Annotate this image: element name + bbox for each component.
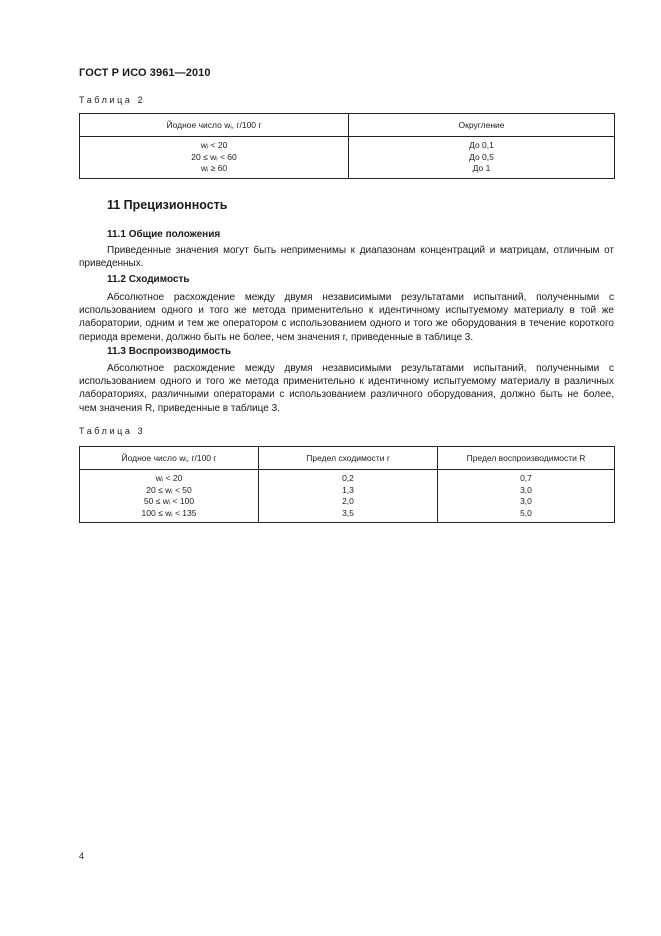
table3-col-iodine [80,470,259,523]
table2-col-rounding [349,137,615,179]
table-cell: 100 ≤ wᵢ < 135 [141,507,197,518]
table-cell: wᵢ < 20 [200,140,228,151]
table-cell: 20 ≤ wᵢ < 50 [146,484,192,495]
table2-header-rounding: Округление [349,114,615,137]
table-cell: До 0,5 [469,151,494,162]
table-cell: 3,0 [520,496,532,506]
table-cell: 3,0 [520,484,532,495]
table2 [79,113,615,179]
paragraph-text: Абсолютное расхождение между двумя независимыми результатами испытаний, полученными с использованием одного и того же метода применительно к идентичному испытуемому материалу в различных лабораториях, различными операторами с использованием различного оборудования, должно быть не более, чем значения R, приведенные в таблице 3. [79,363,614,414]
subsection-11-3-title: 11.3 Воспроизводимость [107,346,232,357]
table3-header-repeatability: Предел сходимости r [259,447,438,470]
table-cell: 20 ≤ wᵢ < 60 [191,151,237,162]
table3 [79,446,615,523]
table-cell: 1,3 [342,484,354,495]
table-cell: 0,2 [342,473,354,483]
table2-header-iodine: Йодное число wᵢ, г/100 г [80,114,349,137]
page-number: 4 [79,851,85,861]
table-cell: До 1 [472,163,491,174]
subsection-11-2-text [79,291,614,344]
paragraph-text: Абсолютное расхождение между двумя независимыми результатами испытаний, полученными с использованием одного и того же метода применительно к идентичному испытуемому материалу в той же лаборатории, одним и тем же оператором с использованием одного и того же оборудования в течение короткого периода времени, должно быть не более, чем значения r, приведенные в таблице 3. [79,292,614,343]
table-cell: wᵢ ≥ 60 [200,163,228,174]
section-title: 11 Прецизионность [107,198,228,212]
subsection-11-3-text [79,362,614,415]
table-cell: До 0,1 [469,140,494,151]
table3-caption: Таблица 3 [79,426,146,436]
table-cell: 2,0 [342,496,354,506]
document-header: ГОСТ Р ИСО 3961—2010 [79,67,211,79]
paragraph-text: Приведенные значения могут быть неприменимы к диапазонам концентраций и матрицам, отличным от приведенных. [79,245,614,270]
table2-caption: Таблица 2 [79,95,146,105]
table3-col-repeatability [259,470,438,523]
subsection-11-2-title: 11.2 Сходимость [107,274,190,285]
table3-header-reproducibility: Предел воспроизводимости R [438,447,615,470]
subsection-11-1-text [79,244,614,270]
table-cell: 50 ≤ wᵢ < 100 [143,496,195,506]
subsection-11-1-title: 11.1 Общие положения [107,229,221,240]
table-cell: 0,7 [520,473,532,483]
table3-col-reproducibility [438,470,615,523]
table-cell: wᵢ < 20 [155,473,183,483]
table-cell: 5,0 [520,507,532,518]
table3-header-iodine: Йодное число wᵢ, г/100 г [80,447,259,470]
table-cell: 3,5 [342,507,354,518]
table2-col-iodine [80,137,349,179]
